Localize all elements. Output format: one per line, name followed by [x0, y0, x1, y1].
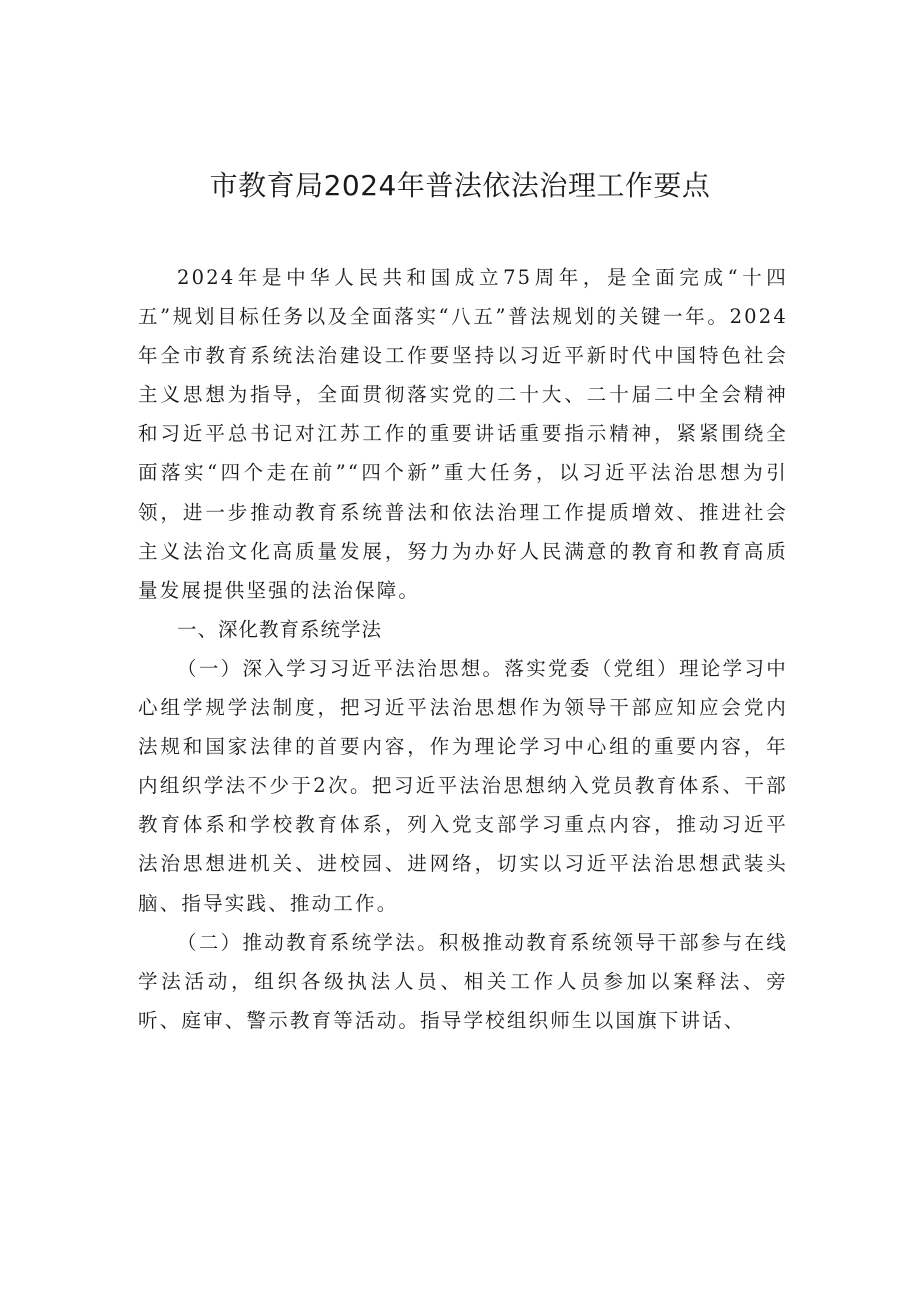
section-item-2	[138, 923, 788, 1040]
document-body	[138, 258, 788, 1040]
item-text: 积极推动教育系统领导干部参与在线学法活动，组织各级执法人员、相关工作人员参加以案释法、旁听、庭审、警示教育等活动。指导学校组织师生以国旗下讲话、	[138, 930, 789, 1032]
document-title: 市教育局2024年普法依法治理工作要点	[209, 169, 711, 202]
item-label: （二）推动教育系统学法。	[177, 930, 439, 954]
section-heading: 一、深化教育系统学法	[177, 617, 383, 641]
item-label: （一）深入学习习近平法治思想。	[177, 656, 505, 680]
section-item-1	[138, 649, 788, 923]
item-text: 落实党委（党组）理论学习中心组学规学法制度，把习近平法治思想作为领导干部应知应会党内法规和国家法律的首要内容，作为理论学习中心组的重要内容，年内组织学法不少于2次。把习近平法治思想纳入党员教育体系、干部教育体系和学校教育体系，列入党支部学习重点内容，推动习近平法治思想进机关、进校园、进网络，切实以习近平法治思想武装头脑、指导实践、推动工作。	[138, 656, 788, 915]
intro-paragraph: 2024年是中华人民共和国成立75周年，是全面完成“十四五”规划目标任务以及全面落实“八五”普法规划的关键一年。2024年全市教育系统法治建设工作要坚持以习近平新时代中国特色社会主义思想为指导，全面贯彻落实党的二十大、二十届二中全会精神和习近平总书记对江苏工作的重要讲话重要指示精神，紧紧围绕全面落实“四个走在前”“四个新”重大任务，以习近平法治思想为引领，进一步推动教育系统普法和依法治理工作提质增效、推进社会主义法治文化高质量发展，努力为办好人民满意的教育和教育高质量发展提供坚强的法治保障。	[138, 266, 788, 602]
